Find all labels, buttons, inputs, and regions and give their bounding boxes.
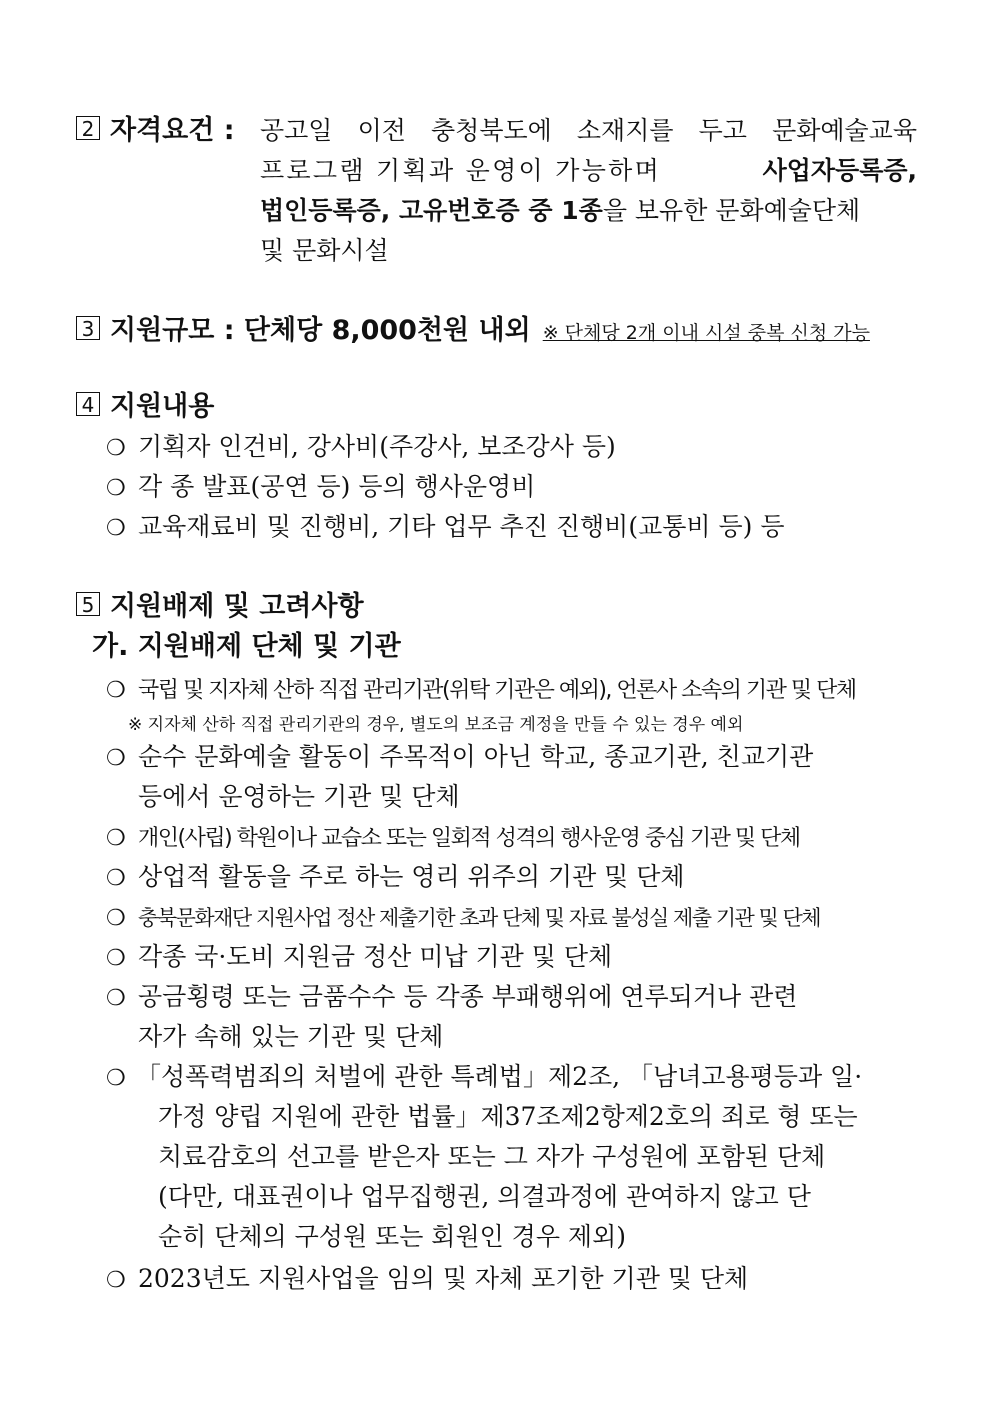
item-text: 국립 및 지자체 산하 직접 관리기관(위탁 기관은 예외), 언론사 소속의 기관 및 단체 xyxy=(138,678,856,703)
item-text: 각 종 발표(공연 등) 등의 행사운영비 xyxy=(138,472,536,501)
item-text: 상업적 활동을 주로 하는 영리 위주의 기관 및 단체 xyxy=(138,862,685,891)
bullet-icon: ❍ xyxy=(106,1066,126,1091)
bullet-icon: ❍ xyxy=(106,946,126,971)
bullet-icon: ❍ xyxy=(106,866,126,891)
section-title: 자격요건 : xyxy=(110,115,235,146)
item-text: 개인(사립) 학원이나 교습소 또는 일회적 성격의 행사운영 중심 기관 및 단체 xyxy=(138,826,800,851)
bullet-icon: ❍ xyxy=(106,746,126,771)
section-number-box: 4 xyxy=(76,392,100,416)
list-item-continued: 순히 단체의 구성원 또는 회원인 경우 제외) xyxy=(158,1222,626,1251)
item-text: 교육재료비 및 진행비, 기타 업무 추진 진행비(교통비 등) 등 xyxy=(138,512,785,541)
section-number-box: 5 xyxy=(76,592,100,616)
sec2-line-2 xyxy=(260,154,917,188)
bullet-icon: ❍ xyxy=(106,826,126,851)
bullet-icon: ❍ xyxy=(106,436,126,461)
item-text: 2023년도 지원사업을 임의 및 자체 포기한 기관 및 단체 xyxy=(138,1264,749,1293)
section-5-heading xyxy=(76,590,364,624)
list-item xyxy=(106,1060,862,1096)
list-item xyxy=(106,1262,748,1298)
list-item xyxy=(106,740,813,776)
list-item xyxy=(106,672,856,708)
section-title: 지원내용 xyxy=(110,391,215,422)
list-item xyxy=(106,980,797,1016)
sec2-line-3 xyxy=(260,194,917,228)
list-item xyxy=(106,430,616,466)
section-3-note: ※ 단체당 2개 이내 시설 중복 신청 가능 xyxy=(542,322,870,344)
item-text: 공금횡령 또는 금품수수 등 각종 부패행위에 연루되거나 관련 xyxy=(138,982,798,1011)
list-item xyxy=(106,940,612,976)
section-number-box: 3 xyxy=(76,316,100,340)
sec2-line-2-text: 프로그램 기획과 운영이 가능하며 xyxy=(260,156,662,185)
item-text: 기획자 인건비, 강사비(주강사, 보조강사 등) xyxy=(138,432,616,461)
list-item xyxy=(106,470,535,506)
section-3-heading xyxy=(76,314,870,350)
list-item xyxy=(106,820,800,856)
bullet-icon: ❍ xyxy=(106,986,126,1011)
list-item-continued: 치료감호의 선고를 받은자 또는 그 자가 구성원에 포함된 단체 xyxy=(158,1142,826,1171)
section-4-heading xyxy=(76,390,214,424)
sec2-line-2-bold: 사업자등록증, xyxy=(762,156,917,185)
list-item xyxy=(106,860,685,896)
list-item-note: ※ 지자체 산하 직접 관리기관의 경우, 별도의 보조금 계정을 만들 수 있는 경우 예외 xyxy=(128,715,744,735)
bullet-icon: ❍ xyxy=(106,906,126,931)
sec2-line-3-bold: 법인등록증, 고유번호증 중 1종 xyxy=(260,196,603,225)
list-item-continued: 자가 속해 있는 기관 및 단체 xyxy=(138,1022,444,1051)
bullet-icon: ❍ xyxy=(106,516,126,541)
list-item-continued: 가정 양립 지원에 관한 법률」제37조제2항제2호의 죄로 형 또는 xyxy=(158,1102,858,1131)
list-item xyxy=(106,510,784,546)
section-number-box: 2 xyxy=(76,116,100,140)
bullet-icon: ❍ xyxy=(106,1268,126,1293)
item-text: 충북문화재단 지원사업 정산 제출기한 초과 단체 및 자료 불성실 제출 기관 및 단체 xyxy=(138,906,821,930)
sec2-line-3-text: 을 보유한 문화예술단체 xyxy=(602,196,861,225)
item-text: 순수 문화예술 활동이 주목적이 아닌 학교, 종교기관, 친교기관 xyxy=(138,742,814,771)
item-text: 「성폭력범죄의 처벌에 관한 특례법」제2조, 「남녀고용평등과 일· xyxy=(136,1062,863,1091)
section-title: 지원규모 : 단체당 8,000천원 내외 xyxy=(110,315,531,346)
item-text: 각종 국·도비 지원금 정산 미납 기관 및 단체 xyxy=(138,942,613,971)
list-item-continued: (다만, 대표권이나 업무집행권, 의결과정에 관여하지 않고 단 xyxy=(158,1182,811,1211)
section-title: 지원배제 및 고려사항 xyxy=(110,591,364,622)
bullet-icon: ❍ xyxy=(106,678,126,703)
section-2-heading xyxy=(76,114,235,148)
sec2-line-1: 공고일 이전 충청북도에 소재지를 두고 문화예술교육 xyxy=(260,116,917,145)
subsection-title: 가. 지원배제 단체 및 기관 xyxy=(92,631,401,662)
list-item-continued: 등에서 운영하는 기관 및 단체 xyxy=(138,782,460,811)
list-item xyxy=(106,900,820,936)
bullet-icon: ❍ xyxy=(106,476,126,501)
sec2-line-4: 및 문화시설 xyxy=(260,236,389,265)
